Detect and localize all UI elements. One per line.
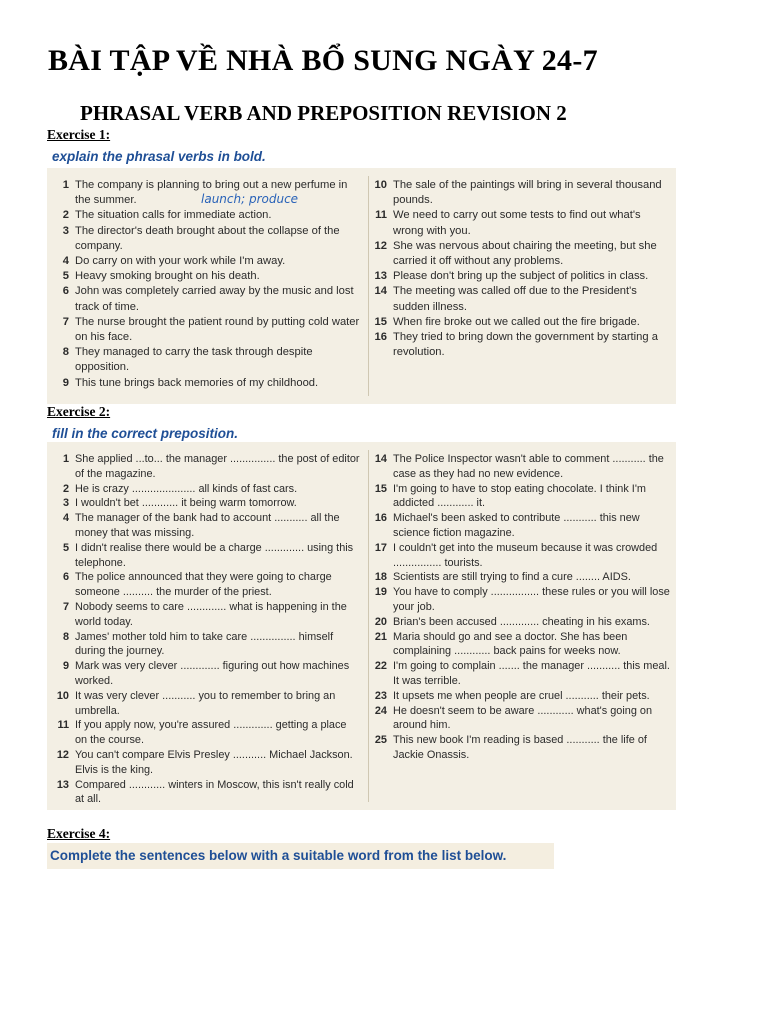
item-number: 15 <box>374 315 387 328</box>
exercise-item <box>55 452 361 482</box>
exercise-item <box>55 600 361 630</box>
item-number: 13 <box>374 270 387 283</box>
item-text: I didn't realise there would be a charge ............. using this telephone. <box>75 541 354 569</box>
item-text: The Police Inspector wasn't able to comment ........... the case as they had no new evidence. <box>393 453 664 480</box>
item-number: 8 <box>62 346 69 359</box>
exercise-2-left-column <box>55 452 361 807</box>
item-number: 1 <box>62 453 69 465</box>
item-number: 5 <box>62 270 69 283</box>
item-number: 6 <box>62 285 69 298</box>
exercise-item <box>373 570 671 585</box>
item-text: I'm going to complain ....... the manager ........... this meal. It was terrible. <box>393 660 670 687</box>
item-text: When fire broke out we called out the fire brigade. <box>393 315 640 328</box>
item-text: You can't compare Elvis Presley ........... Michael Jackson. Elvis is the king. <box>75 748 353 776</box>
item-number: 14 <box>374 453 387 465</box>
exercise-item <box>55 345 361 375</box>
item-number: 2 <box>62 482 69 495</box>
item-text: Maria should go and see a doctor. She has been complaining ............ back pains for weeks now. <box>393 630 628 658</box>
column-divider <box>368 450 369 802</box>
item-text: You have to comply ................ these rules or you will lose your job. <box>393 586 670 613</box>
item-number: 23 <box>374 689 387 702</box>
item-text: We need to carry out some tests to find out what's wrong with you. <box>393 209 641 237</box>
exercise-item <box>55 269 361 284</box>
item-number: 4 <box>62 512 69 525</box>
exercise-item <box>373 269 671 284</box>
exercise-item <box>373 330 671 360</box>
exercise-item <box>55 376 361 391</box>
item-number: 7 <box>62 600 69 613</box>
item-text: Nobody seems to care ............. what is happening in the world today. <box>75 600 347 628</box>
item-text: I wouldn't bet ............ it being warm tomorrow. <box>75 497 297 510</box>
item-number: 8 <box>62 630 69 643</box>
item-number: 20 <box>374 615 387 628</box>
item-number: 10 <box>374 179 387 191</box>
exercise-item <box>55 284 361 314</box>
exercise-item <box>55 496 361 511</box>
item-number: 22 <box>374 660 387 673</box>
exercise-item <box>55 718 361 748</box>
item-number: 16 <box>374 512 387 525</box>
item-text: The nurse brought the patient round by putting cold water on his face. <box>75 315 360 344</box>
exercise-item <box>373 541 671 571</box>
exercise-2-right-column <box>373 452 671 763</box>
item-text: The company is planning to bring out a new perfume in the summer. <box>75 179 348 207</box>
item-text: It was very clever ........... you to remember to bring an umbrella. <box>75 689 336 717</box>
item-text: The manager of the bank had to account ........... all the money that was missing. <box>75 512 340 539</box>
exercise-item <box>373 239 671 269</box>
item-text: They managed to carry the task through despite opposition. <box>75 346 313 374</box>
exercise-1-instruction: explain the phrasal verbs in bold. <box>52 149 266 164</box>
exercise-item <box>55 511 361 541</box>
item-text: Mark was very clever ............. figuring out how machines worked. <box>75 660 350 687</box>
exercise-1-left-column <box>55 178 361 391</box>
item-text: Scientists are still trying to find a cure ........ AIDS. <box>393 571 631 584</box>
exercise-item <box>373 733 671 763</box>
exercise-item <box>373 615 671 630</box>
exercise-item <box>55 541 361 571</box>
exercise-item <box>373 630 671 660</box>
item-number: 5 <box>62 541 69 554</box>
exercise-item <box>373 704 671 734</box>
exercise-4-instruction: Complete the sentences below with a suitable word from the list below. <box>50 848 507 863</box>
exercise-item <box>55 208 361 223</box>
item-text: The situation calls for immediate action. <box>75 209 272 222</box>
exercise-item <box>55 659 361 689</box>
exercise-item <box>55 570 361 600</box>
item-text: She was nervous about chairing the meeting, but she carried it off without any problems. <box>393 239 657 268</box>
exercise-item <box>373 208 671 238</box>
exercise-2-panel <box>47 442 676 810</box>
item-number: 11 <box>57 719 69 732</box>
item-text: I couldn't get into the museum because it was crowded ................ tourists. <box>393 541 658 569</box>
item-text: Heavy smoking brought on his death. <box>75 270 260 283</box>
item-text: They tried to bring down the government by starting a revolution. <box>393 331 658 359</box>
item-text: James' mother told him to take care ............... himself during the journey. <box>75 630 334 658</box>
item-number: 6 <box>62 571 69 584</box>
item-text: I'm going to have to stop eating chocolate. I think I'm addicted ............ it. <box>393 482 646 510</box>
exercise-item <box>55 482 361 497</box>
exercise-item <box>55 689 361 719</box>
exercise-item <box>373 284 671 314</box>
item-number: 25 <box>374 734 387 747</box>
exercise-item <box>373 482 671 512</box>
item-text: Compared ............ winters in Moscow, this isn't really cold at all. <box>75 778 354 806</box>
item-number: 9 <box>62 376 69 389</box>
page-title: BÀI TẬP VỀ NHÀ BỔ SUNG NGÀY 24-7 <box>48 44 598 77</box>
item-text: Please don't bring up the subject of politics in class. <box>393 270 649 283</box>
item-number: 16 <box>374 331 387 344</box>
item-number: 10 <box>56 689 69 702</box>
item-text: This tune brings back memories of my childhood. <box>75 376 319 389</box>
exercise-2-label: Exercise 2: <box>47 404 111 419</box>
exercise-item <box>373 585 671 615</box>
item-text: She applied ...to... the manager ............... the post of editor of the magazine. <box>75 453 360 480</box>
item-text: He is crazy ..................... all kinds of fast cars. <box>75 482 298 495</box>
item-number: 21 <box>374 630 387 643</box>
handwritten-answer: launch; produce <box>201 192 299 206</box>
item-text: The sale of the paintings will bring in several thousand pounds. <box>393 179 662 207</box>
page-subtitle: PHRASAL VERB AND PREPOSITION REVISION 2 <box>80 101 567 125</box>
exercise-item <box>373 178 671 208</box>
exercise-item <box>373 315 671 330</box>
item-text: Michael's been asked to contribute ........... this new science fiction magazine. <box>393 512 640 539</box>
item-number: 15 <box>374 482 387 495</box>
exercise-item <box>373 659 671 689</box>
item-text: It upsets me when people are cruel ........... their pets. <box>393 689 650 702</box>
exercise-item <box>373 452 671 482</box>
exercise-item <box>55 315 361 345</box>
item-text: This new book I'm reading is based ........... the life of Jackie Onassis. <box>393 734 647 761</box>
item-text: If you apply now, you're assured ............. getting a place on the course. <box>75 719 347 747</box>
item-number: 1 <box>62 179 69 191</box>
exercise-item <box>55 748 361 778</box>
item-number: 19 <box>374 586 387 599</box>
item-number: 13 <box>56 778 69 791</box>
item-number: 3 <box>62 497 69 510</box>
item-number: 18 <box>374 571 387 584</box>
exercise-item <box>55 778 361 808</box>
item-text: The police announced that they were going to charge someone .......... the murder of the priest. <box>75 571 332 599</box>
item-text: John was completely carried away by the music and lost track of time. <box>75 285 354 313</box>
exercise-1-panel <box>47 168 676 404</box>
exercise-4-banner <box>47 843 554 869</box>
item-number: 7 <box>62 315 69 328</box>
item-number: 4 <box>62 255 69 268</box>
item-text: The meeting was called off due to the President's sudden illness. <box>393 285 637 313</box>
item-number: 17 <box>374 541 387 554</box>
item-text: Brian's been accused ............. cheating in his exams. <box>393 615 650 628</box>
item-text: The director's death brought about the collapse of the company. <box>75 224 340 252</box>
item-text: He doesn't seem to be aware ............ what's going on around him. <box>393 704 653 732</box>
item-number: 9 <box>62 660 69 673</box>
item-number: 11 <box>375 209 387 222</box>
exercise-4-label: Exercise 4: <box>47 826 111 841</box>
exercise-1-right-column <box>373 178 671 360</box>
exercise-item <box>55 254 361 269</box>
column-divider <box>368 176 369 396</box>
item-number: 14 <box>374 285 387 298</box>
exercise-item <box>55 224 361 254</box>
item-number: 12 <box>374 239 387 252</box>
exercise-2-instruction: fill in the correct preposition. <box>52 426 239 441</box>
item-number: 3 <box>62 224 69 237</box>
exercise-1-label: Exercise 1: <box>47 127 111 142</box>
item-number: 2 <box>62 209 69 222</box>
exercise-item <box>373 689 671 704</box>
item-text: Do carry on with your work while I'm away. <box>75 255 286 268</box>
item-number: 12 <box>56 748 69 761</box>
exercise-item <box>55 630 361 660</box>
exercise-item <box>373 511 671 541</box>
item-number: 24 <box>374 704 387 717</box>
